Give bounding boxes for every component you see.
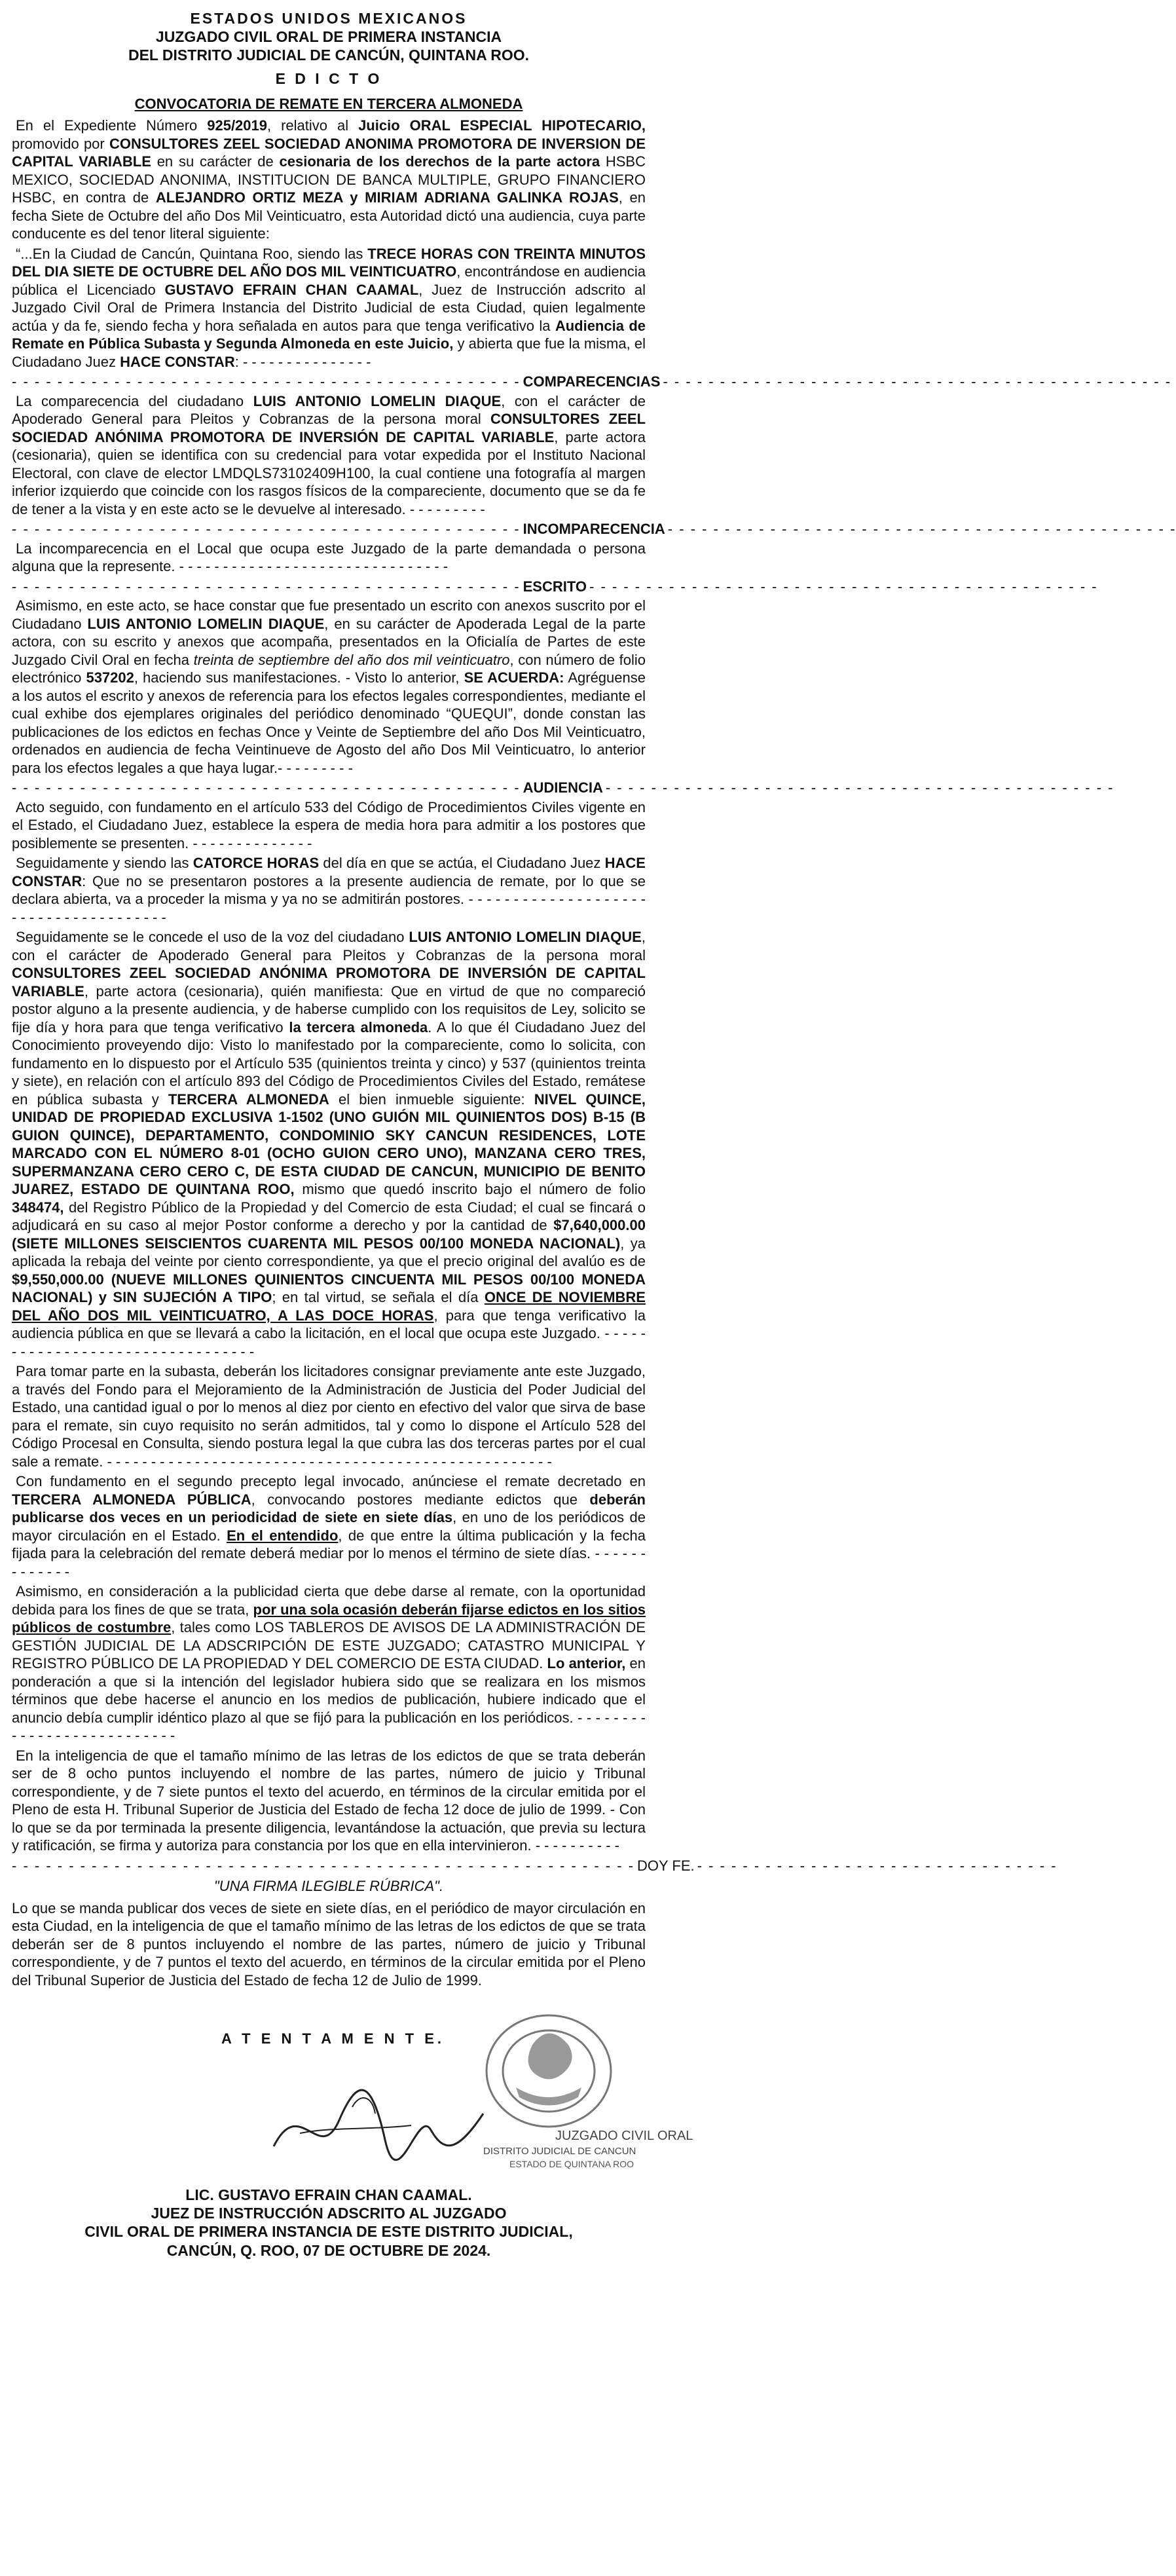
section-title: COMPARECENCIAS [523,373,661,390]
atentamente-label: A T E N T A M E N T E. [221,2030,445,2047]
court-seal [470,2009,693,2173]
escrito-paragraph: Asimismo, en este acto, se hace constar que fue presentado un escrito con anexos suscrito por el Ciudadano LUIS ANTONIO LOMELIN DIAQUE, en su carácter de Apoderada Legal de la parte actora, con su escrito y anexos que acompaña, presentados en la Oficialía de Partes de este Juzgado Civil Oral en fecha treinta de septiembre del año dos mil veinticuatro, con número de folio electrónico 537202, haciendo sus manifestaciones. - Visto lo anterior, SE ACUERDA: Agréguense a los autos el escrito y anexos de referencia para los efectos legales correspondientes, mediante el cual exhibe dos ejemplares originales del periódico denominado “QUEQUI”, donde constan las publicaciones de los edictos en fechas Once y Veinte de Septiembre del año Dos Mil Veinticuatro, ordenados en audiencia de fecha Veintinueve de Agosto del año Dos Mil Veinticuatro, lo anterior para los efectos legales a que haya lugar.- - - - - - - - - [12,597,646,776]
signer-title: JUEZ DE INSTRUCCIÓN ADSCRITO AL JUZGADO [151,2205,507,2222]
handwritten-signature [261,2068,496,2173]
quote-paragraph: “...En la Ciudad de Cancún, Quintana Roo, siendo las TRECE HORAS CON TREINTA MINUTOS DEL DIA SIETE DE OCTUBRE DEL AÑO DOS MIL VEINTICUATRO, encontrándose en audiencia pública el Licenciado GUSTAVO EFRAIN CHAN CAAMAL, Juez de Instrucción adscrito al Juzgado Civil Oral de Primera Instancia del Distrito Judicial de esta Ciudad, quien legalmente actúa y da fe, siendo fecha y hora señalada en autos para que tenga verificativo la Audiencia de Remate en Pública Subasta y Segunda Almoneda en este Juicio, y abierta que fue la misma, el Ciudadano Juez HACE CONSTAR: - - - - - - - - - - - - - - - [12,245,646,370]
signer-block [12,2186,646,2259]
audiencia-paragraph-6: Asimismo, en consideración a la publicidad cierta que debe darse al remate, con la oportunidad debida para los fines de que se trata, por una sola ocasión deberán fijarse edictos en los sitios públicos de costumbre, tales como LOS TABLEROS DE AVISOS DE LA ADMINISTRACIÓN DE GESTIÓN JUDICIAL DE LA ADSCRIPCIÓN DE ESTE JUZGADO; CATASTRO MUNICIPAL Y REGISTRO PÚBLICO DE LA PROPIEDAD Y DEL COMERCIO DE ESTA CIUDAD. Lo anterior, en ponderación a que si la intención del legislador hubiera sido que se realizara en los mismos términos que debe hacerse el anuncio en los medios de publicación, hubiere indicado que el anuncio debía cumplir idéntico plazo al que se fijó para la publicación en los periódicos. - - - - - - - - - - - - - - - - - - - - - - - - - - - [12,1583,646,1744]
audiencia-paragraph-7: En la inteligencia de que el tamaño mínimo de las letras de los edictos de que se trata deberán ser de 8 ocho puntos incluyendo el nombre de las partes, número de juicio y Tribunal correspondiente, y de 7 siete puntos el texto del acuerdo, en términos de la circular emitida por el Pleno de esta H. Tribunal Superior de Justicia del Estado de fecha 12 doce de julio de 1999. - Con lo que se da por terminada la presente diligencia, levantándose la actuación, que previa su lectura y ratificación, se firma y autoriza para constancia por los que en ella intervinieron. - - - - - - - - - - [12,1747,646,1854]
doy-fe: DOY FE. [637,1857,695,1874]
section-title: ESCRITO [523,578,587,595]
signer-name: LIC. GUSTAVO EFRAIN CHAN CAAMAL. [185,2186,472,2204]
district-line: DEL DISTRITO JUDICIAL DE CANCÚN, QUINTANA ROO. [128,47,530,64]
seal-text-3: ESTADO DE QUINTANA ROO [509,2159,634,2170]
incomparecencia-paragraph: La incomparecencia en el Local que ocupa este Juzgado de la parte demandada o persona alguna que la represente. - - - - - - - - - - - - - - - - - - - - - - - - - - - - - - - [12,540,646,575]
section-title: INCOMPARECENCIA [523,521,665,538]
audiencia-paragraph-4: Para tomar parte en la subasta, deberán los licitadores consignar previamente ante este Juzgado, a través del Fondo para el Mejoramiento de la Administración de Justicia del Poder Judicial del Estado, una cantidad igual o por lo menos al diez por ciento en efectivo del valor que sirva de base para el remate, sin cuyo requisito no serán admitidos, tal y como lo dispone el Artículo 528 del Código Procesal en Consulta, siendo postura legal la que cubra las dos terceras partes por el cual sale a remate. - - - - - - - - - - - - - - - - - - - - - - - - - - - - - - - - - - - - - - - - - - - - - - - - - - - [12,1363,646,1470]
section-comparecencias: - - - - - - - - - - - - - - - - - - - - - - - - - - - - - - - - - - - - - - - - - - - - - COMPARECENCIAS - - - - - - - - - - - - - - - - - - - - - - - - - - - - - - - - - - - - - - - - - - - - - [12,373,1172,390]
audiencia-paragraph-1: Acto seguido, con fundamento en el artículo 533 del Código de Procedimientos Civiles vigente en el Estado, el Ciudadano Juez, establece la espera de media hora para admitir a los postores que posiblemente se presenten. - - - - - - - - - - - - - - [12,798,646,851]
intro-paragraph: En el Expediente Número 925/2019, relativo al Juicio ORAL ESPECIAL HIPOTECARIO, promovido por CONSULTORES ZEEL SOCIEDAD ANONIMA PROMOTORA DE INVERSION DE CAPITAL VARIABLE en su carácter de cesionaria de los derechos de la parte actora HSBC MEXICO, SOCIEDAD ANONIMA, INSTITUCION DE BANCA MULTIPLE, GRUPO FINANCIERO HSBC, en contra de ALEJANDRO ORTIZ MEZA y MIRIAM ADRIANA GALINKA ROJAS, en fecha Siete de Octubre del año Dos Mil Veinticuatro, esta Autoridad dictó una audiencia, cuya parte conducente es del tenor literal siguiente: [12,117,646,242]
seal-text-1: JUZGADO CIVIL ORAL [555,2129,693,2144]
court-line: JUZGADO CIVIL ORAL DE PRIMERA INSTANCIA [155,28,502,46]
section-incomparecencia: - - - - - - - - - - - - - - - - - - - - - - - - - - - - - - - - - - - - - - - - - - - - - INCOMPARECENCIA - - - - - - - - - - - - - - - - - - - - - - - - - - - - - - - - - - - - - - - - - - - - - [12,521,1176,538]
section-audiencia: - - - - - - - - - - - - - - - - - - - - - - - - - - - - - - - - - - - - - - - - - - - - - AUDIENCIA - - - - - - - - - - - - - - - - - - - - - - - - - - - - - - - - - - - - - - - - - - - - - [12,779,1114,796]
document-header [12,9,646,64]
section-title: AUDIENCIA [523,779,603,796]
signer-place-date: CANCÚN, Q. ROO, 07 DE OCTUBRE DE 2024. [166,2241,491,2259]
seal-text-2: DISTRITO JUDICIAL DE CANCUN [483,2146,636,2157]
closing-paragraph: Lo que se manda publicar dos veces de siete en siete días, en el periódico de mayor circulación en esta Ciudad, en la inteligencia de que el tamaño mínimo de las letras de los edictos de que se trata deberán ser de 8 puntos incluyendo el nombre de las partes, número de juicio y Tribunal correspondiente, y de 7 puntos el texto del acuerdo, en términos de la circular emitida por el Pleno del Tribunal Superior de Justicia del Estado de fecha 12 de Julio de 1999. [12,1899,646,1988]
audiencia-paragraph-3: Seguidamente se le concede el uso de la voz del ciudadano LUIS ANTONIO LOMELIN DIAQUE, con el carácter de Apoderado General para Pleitos y Cobranzas de la persona moral CONSULTORES ZEEL SOCIEDAD ANÓNIMA PROMOTORA DE INVERSIÓN DE CAPITAL VARIABLE, parte actora (cesionaria), quién manifiesta: Que en virtud de que no compareció postor alguno a la presente audiencia, y de haberse cumplido con los requisitos de Ley, solicito se fije día y hora para que tenga verificativo la tercera almoneda. A lo que él Ciudadano Juez del Conocimiento proveyendo dijo: Visto lo manifestado por la compareciente, como lo solicita, con fundamento en lo dispuesto por el Artículo 535 (quinientos treinta y cinco) y 537 (quinientos treinta y siete), en relación con el artículo 893 del Código de Procedimientos Civiles del Estado, remátese en pública subasta y TERCERA ALMONEDA el bien inmueble siguiente: NIVEL QUINCE, UNIDAD DE PROPIEDAD EXCLUSIVA 1-1502 (UNO GUIÓN MIL QUINIENTOS DOS) B-15 (B GUION QUINCE), DEPARTAMENTO, CONDOMINIO SKY CANCUN RESIDENCES, LOTE MARCADO CON EL NÚMERO 8-01 (OCHO GUION CERO UNO), MANZANA CERO TRES, SUPERMANZANA CERO CERO C, DE ESTA CIUDAD DE CANCUN, MUNICIPIO DE BENITO JUAREZ, ESTADO DE QUINTANA ROO, mismo que quedó inscrito bajo el número de folio 348474, del Registro Público de la Propiedad y del Comercio de esta Ciudad; el cual se fincará o adjudicará en su caso al mejor Postor conforme a derecho y por la cantidad de $7,640,000.00 (SIETE MILLONES SEISCIENTOS CUARENTA MIL PESOS 00/100 MONEDA NACIONAL), ya aplicada la rebaja del veinte por ciento correspondiente, ya que el precio original del avalúo es de $9,550,000.00 (NUEVE MILLONES QUINIENTOS CINCUENTA MIL PESOS 00/100 MONEDA NACIONAL) y SIN SUJECIÓN A TIPO; en tal virtud, se señala el día ONCE DE NOVIEMBRE DEL AÑO DOS MIL VEINTICUATRO, A LAS DOCE HORAS, para que tenga verificativo la audiencia pública en que se llevará a cabo la licitación, en el local que ocupa este Juzgado. - - - - - - - - - - - - - - - - - - - - - - - - - - - - - - - - - [12,929,646,1360]
country-line: ESTADOS UNIDOS MEXICANOS [190,10,468,27]
comparecencia-paragraph: La comparecencia del ciudadano LUIS ANTONIO LOMELIN DIAQUE, con el carácter de Apoderado General para Pleitos y Cobranzas de la persona moral CONSULTORES ZEEL SOCIEDAD ANÓNIMA PROMOTORA DE INVERSIÓN DE CAPITAL VARIABLE, parte actora (cesionaria), quien se identifica con su credencial para votar expedida por el Instituto Nacional Electoral, con clave de elector LMDQLS73102409H100, la cual contiene una fotografía al margen inferior izquierdo que coincide con los rasgos físicos de la compareciente, documento que se da fe de tener a la vista y en este acto se le devuelve al interesado. - - - - - - - - - [12,392,646,517]
signer-court: CIVIL ORAL DE PRIMERA INSTANCIA DE ESTE DISTRITO JUDICIAL, [84,2223,573,2241]
firma-ilegible: "UNA FIRMA ILEGIBLE RÚBRICA". [213,1878,444,1895]
audiencia-paragraph-2: Seguidamente y siendo las CATORCE HORAS del día en que se actúa, el Ciudadano Juez HACE CONSTAR: Que no se presentaron postores a la presente audiencia de remate, por lo que se declara abierta, va a proceder la misma y ya no se admitirán postores. - - - - - - - - - - - - - - - - - - - - - - - - - - - - - - - - - - - - - - [12,855,646,925]
doy-fe-line: - - - - - - - - - - - - - - - - - - - - - - - - - - - - - - - - - - - - - - - - - - - - - - - - - - - - - - - DOY FE. - - - - - - - - - - - - - - - - - - - - - - - - - - - - - - - - [12,1857,1057,1874]
signature-area [12,1989,693,2186]
convocatoria-title: CONVOCATORIA DE REMATE EN TERCERA ALMONEDA [134,95,523,112]
edicto-title: E D I C T O [275,70,382,88]
audiencia-paragraph-5: Con fundamento en el segundo precepto legal invocado, anúnciese el remate decretado en TERCERA ALMONEDA PÚBLICA, convocando postores mediante edictos que deberán publicarse dos veces en un periodicidad de siete en siete días, en uno de los periódicos de mayor circulación en el Estado. En el entendido, de que entre la última publicación y la fecha fijada para la celebración del remate deberá mediar por lo menos el término de siete días. - - - - - - - - - - - - - [12,1473,646,1580]
section-escrito: - - - - - - - - - - - - - - - - - - - - - - - - - - - - - - - - - - - - - - - - - - - - - ESCRITO - - - - - - - - - - - - - - - - - - - - - - - - - - - - - - - - - - - - - - - - - - - - - [12,578,1098,595]
